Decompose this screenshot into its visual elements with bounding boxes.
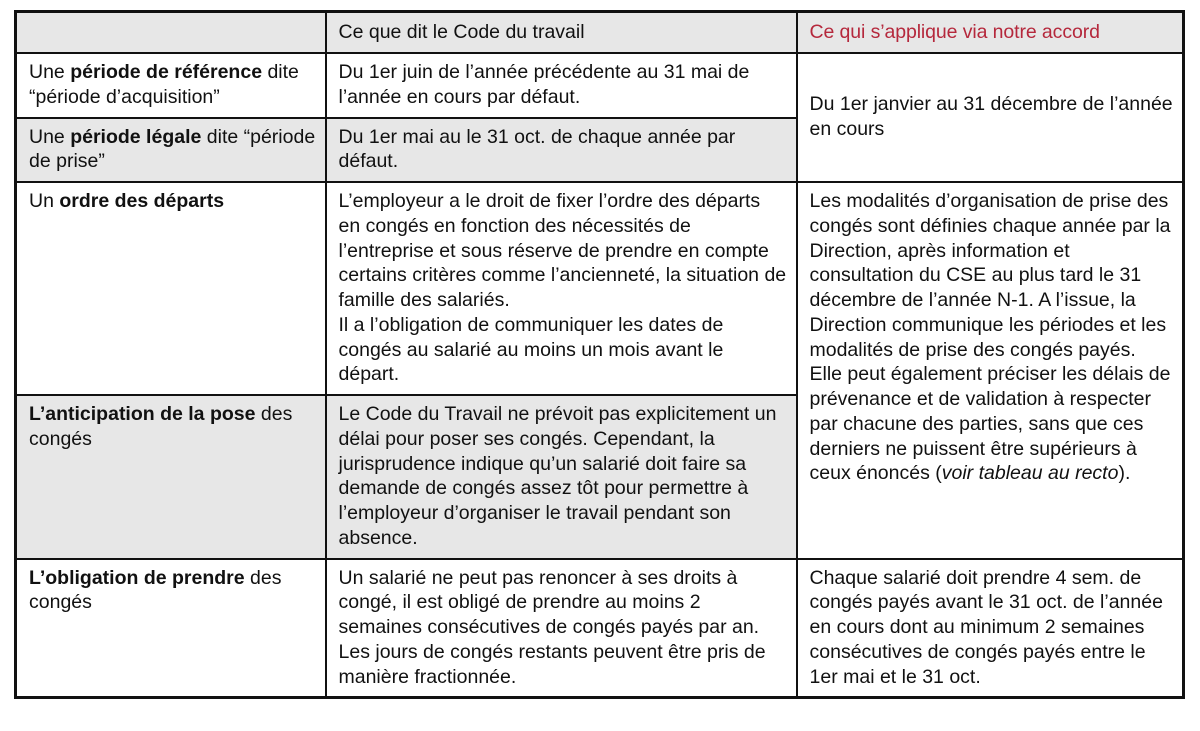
- term-cell-periode-legale: [16, 118, 326, 183]
- term-emphasis: période de référence: [70, 61, 263, 83]
- code-cell-anticipation-pose: Le Code du Travail ne prévoit pas explicitement un délai pour poser ses congés. Cependant, la jurisprudence indique qu’un salarié doit faire sa demande de congés assez tôt pour permettre à l’employeur d’organiser le travail pendant son absence.: [326, 395, 797, 559]
- term-emphasis: période légale: [70, 125, 202, 148]
- term-suffix: des congés: [29, 403, 293, 450]
- term-prefix: Une: [29, 61, 71, 83]
- term-cell-anticipation-pose: [16, 395, 326, 559]
- term-cell-obligation-prendre: [16, 559, 326, 698]
- term-prefix: Une: [29, 125, 71, 148]
- code-cell-ordre-departs: [326, 182, 797, 395]
- accord-text-part1: Les modalités d’organisation de prise des congés sont définies chaque année par la Direction, après information et consultation du CSE au plus tard le 31 décembre de l’année N-1. A l’issue, la Direction communique les périodes et les modalités de prise des congés payés. Elle peut également préciser les délais de prévenance et de validation à respecter par chacune des parties, sans que ces derniers ne puissent être supérieurs à ceux énoncés (: [809, 190, 1171, 485]
- table-header: [16, 12, 1184, 54]
- accord-cell-organisation: [797, 182, 1184, 559]
- comparison-table: [14, 10, 1185, 699]
- code-cell-obligation-prendre: Un salarié ne peut pas renoncer à ses droits à congé, il est obligé de prendre au moins 2 semaines consécutives de congés payés par an. Les jours de congés restants peuvent être pris de manière fractionnée.: [326, 559, 797, 698]
- table-row: [16, 182, 1184, 395]
- term-emphasis: ordre des départs: [59, 190, 225, 212]
- accord-cell-obligation: Chaque salarié doit prendre 4 sem. de congés payés avant le 31 oct. de l’année en cours dont au minimum 2 semaines consécutives de congés payés entre le 1er mai et le 31 oct.: [797, 559, 1184, 698]
- table-body: [16, 53, 1184, 698]
- code-cell-periode-reference: Du 1er juin de l’année précédente au 31 mai de l’année en cours par défaut.: [326, 53, 797, 118]
- code-cell-periode-legale: Du 1er mai au le 31 oct. de chaque année par défaut.: [326, 118, 797, 183]
- header-cell-blank: [16, 12, 326, 54]
- table-row: [16, 559, 1184, 698]
- accord-text-part2: ).: [1118, 462, 1131, 485]
- term-emphasis: L’obligation de prendre: [29, 566, 245, 589]
- term-suffix: dite “période de prise”: [29, 125, 316, 173]
- term-cell-ordre-departs: [16, 182, 326, 395]
- code-paragraph-2: Il a l’obligation de communiquer les dates de congés au salarié au moins un mois avant le départ.: [338, 313, 724, 386]
- table-header-row: [16, 12, 1184, 54]
- table-row: [16, 53, 1184, 118]
- accord-text-italic: voir tableau au recto: [941, 462, 1119, 485]
- header-cell-notre-accord: Ce qui s’applique via notre accord: [797, 12, 1184, 54]
- header-cell-code-du-travail: Ce que dit le Code du travail: [326, 12, 797, 54]
- code-paragraph-1: L’employeur a le droit de fixer l’ordre des départs en congés en fonction des nécessités de l’entreprise et sous réserve de prendre en compte certains critères comme l’ancienneté, la situation de famille des salariés.: [338, 190, 787, 311]
- term-emphasis: L’anticipation de la pose: [29, 403, 256, 425]
- accord-cell-periods: Du 1er janvier au 31 décembre de l’année en cours: [797, 53, 1184, 182]
- term-prefix: Un: [29, 190, 60, 212]
- term-cell-periode-reference: [16, 53, 326, 118]
- term-suffix: dite “période d’acquisition”: [29, 61, 299, 108]
- term-suffix: des congés: [29, 566, 282, 614]
